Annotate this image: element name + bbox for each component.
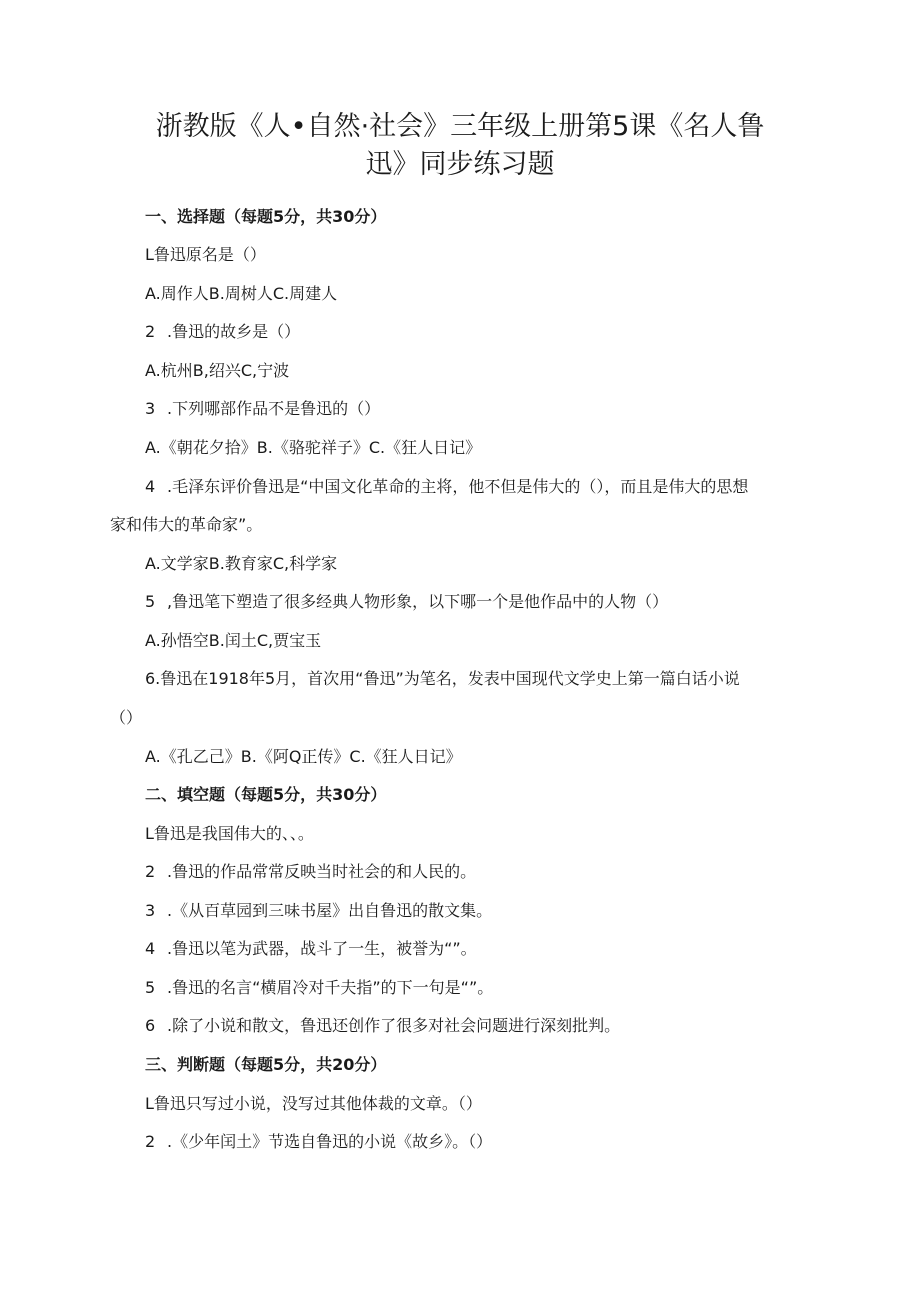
question-body: .除了小说和散文，鲁迅还创作了很多对社会问题进行深刻批判。 xyxy=(167,1016,621,1035)
question-options: A.杭州B,绍兴C,宁波 xyxy=(145,361,290,380)
question-options: A.《朝花夕拾》B.《骆驼祥子》C.《狂人日记》 xyxy=(145,438,482,457)
question-text xyxy=(145,937,477,961)
question-number: 2 xyxy=(145,1132,156,1151)
question-body: .下列哪部作品不是鲁迅的（） xyxy=(167,399,381,418)
question-options: A.文学家B.教育家C,科学家 xyxy=(145,554,338,573)
question-body: .鲁迅以笔为武器，战斗了一生，被誉为“”。 xyxy=(167,939,477,958)
question-text xyxy=(145,475,748,499)
question-text: L鲁迅是我国伟大的、、。 xyxy=(145,824,314,843)
question-text xyxy=(145,320,300,344)
question-text-continued: 家和伟大的革命家”。 xyxy=(110,515,263,534)
question-number: 6 xyxy=(145,1016,156,1035)
question-body: .鲁迅的作品常常反映当时社会的和人民的。 xyxy=(167,862,477,881)
question-text-continued: （） xyxy=(110,708,143,727)
question-body: .鲁迅的名言“横眉冷对千夫指”的下一句是“”。 xyxy=(167,978,494,997)
question-body: .《少年闰土》节选自鲁迅的小说《故乡》。（） xyxy=(167,1132,493,1151)
question-body: .《从百草园到三味书屋》出自鲁迅的散文集。 xyxy=(167,901,493,920)
question-text xyxy=(145,397,380,421)
section-heading-true-false: 三、判断题（每题5分，共20分） xyxy=(145,1055,387,1074)
question-text xyxy=(145,590,668,614)
question-text xyxy=(145,976,493,1000)
question-body: .毛泽东评价鲁迅是“中国文化革命的主将，他不但是伟大的（），而且是伟大的思想 xyxy=(167,477,749,496)
question-text xyxy=(145,899,492,923)
question-number: 3 xyxy=(145,399,156,418)
question-text xyxy=(145,1014,620,1038)
question-options: A.周作人B.周树人C.周建人 xyxy=(145,284,338,303)
question-text: L鲁迅只写过小说，没写过其他体裁的文章。（） xyxy=(145,1094,482,1113)
question-text: 6.鲁迅在1918年5月，首次用“鲁迅”为笔名，发表中国现代文学史上第一篇白话小说 xyxy=(145,669,740,688)
section-heading-fill-in: 二、填空题（每题5分，共30分） xyxy=(145,785,387,804)
question-text xyxy=(145,860,476,884)
question-number: 5 xyxy=(145,592,156,611)
question-number: 4 xyxy=(145,477,156,496)
page-title-line-2: 迅》同步练习题 xyxy=(365,149,555,180)
question-body: ,鲁迅笔下塑造了很多经典人物形象，以下哪一个是他作品中的人物（） xyxy=(167,592,669,611)
question-number: 2 xyxy=(145,322,156,341)
question-number: 4 xyxy=(145,939,156,958)
section-heading-multiple-choice: 一、选择题（每题5分，共30分） xyxy=(145,207,387,226)
question-text xyxy=(145,1130,492,1154)
question-number: 2 xyxy=(145,862,156,881)
question-options: A.孙悟空B.闰土C,贾宝玉 xyxy=(145,631,322,650)
question-text: L鲁迅原名是（） xyxy=(145,245,266,264)
question-number: 5 xyxy=(145,978,156,997)
question-number: 3 xyxy=(145,901,156,920)
question-body: .鲁迅的故乡是（） xyxy=(167,322,301,341)
question-options: A.《孔乙己》B.《阿Q正传》C.《狂人日记》 xyxy=(145,747,462,766)
page-title-line-1: 浙教版《人•自然·社会》三年级上册第5课《名人鲁 xyxy=(155,111,765,142)
